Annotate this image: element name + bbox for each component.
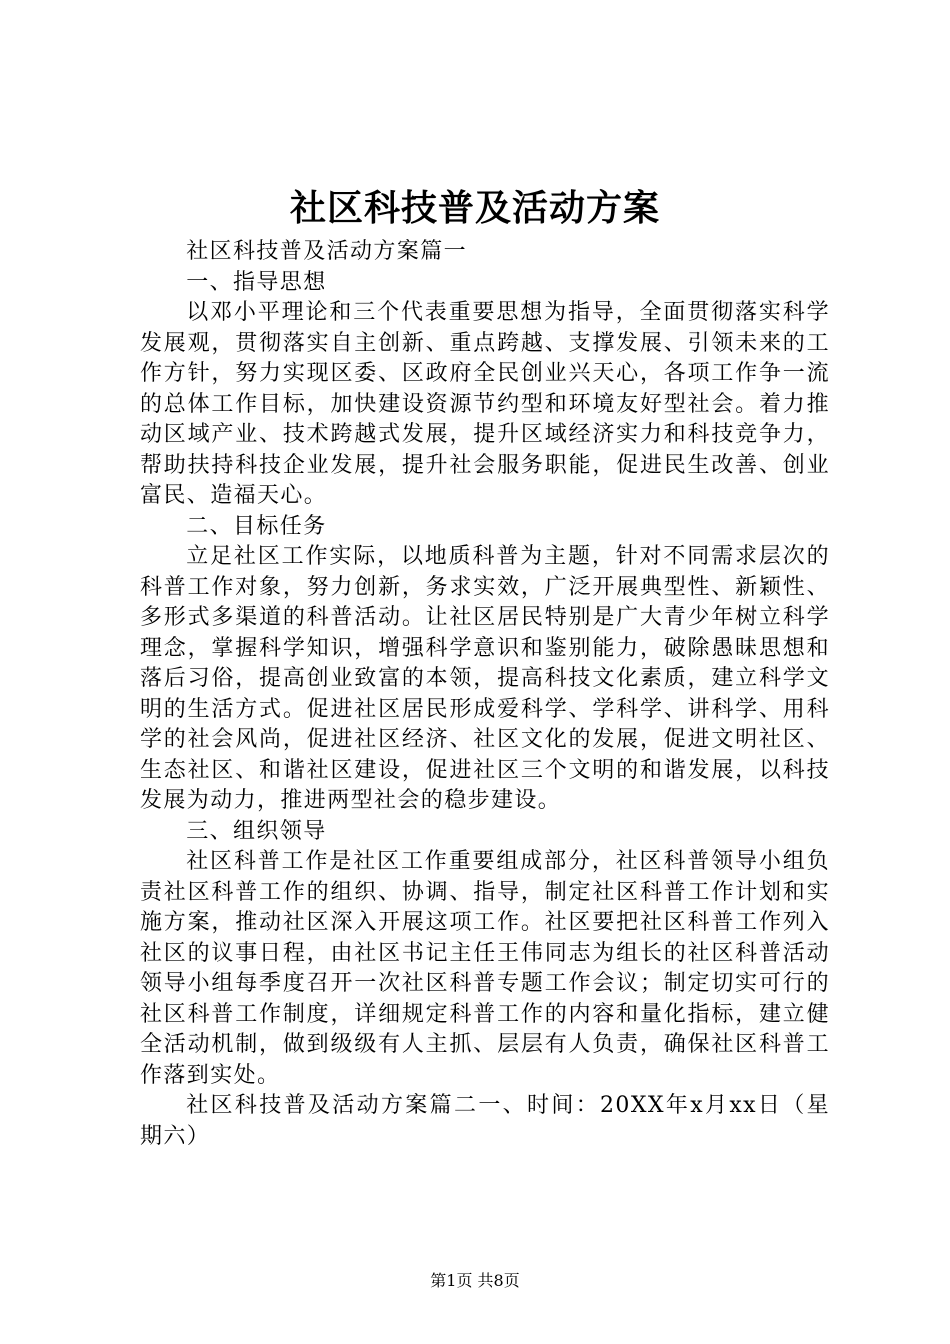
paragraph-subtitle-part-one: 社区科技普及活动方案篇一 [186,239,467,264]
page-footer: 第1页 共8页 [430,1271,520,1290]
document-title: 社区科技普及活动方案 [289,187,660,229]
section-heading-goals-tasks: 二、目标任务 [186,513,327,539]
paragraph-organization-leadership: 社区科普工作是社区工作重要组成部分，社区科普领导小组负责社区科普工作的组织、协调、指导，制定社区科普工作计划和实施方案，推动社区深入开展这项工作。社区要把社区科普工作列入社区的议事日程，由社区书记主任王伟同志为组长的社区科普活动领导小组每季度召开一次社区科普专题工作会议；制定切实可行的社区科普工作制度，详细规定科普工作的内容和量化指标，建立健全活动机制，做到级级有人主抓、层层有人负责，确保社区科普工作落到实处。 [140,849,830,1088]
section-heading-organization-leadership: 三、组织领导 [186,818,327,844]
paragraph-goals-tasks: 立足社区工作实际，以地质科普为主题，针对不同需求层次的科普工作对象，努力创新，务求实效，广泛开展典型性、新颖性、多形式多渠道的科普活动。让社区居民特别是广大青少年树立科学理念，掌握科学知识，增强科学意识和鉴别能力，破除愚昧思想和落后习俗，提高创业致富的本领，提高科技文化素质，建立科学文明的生活方式。促进社区居民形成爱科学、学科学、讲科学、用科学的社会风尚，促进社区经济、社区文化的发展，促进文明社区、生态社区、和谐社区建设，促进社区三个文明的和谐发展，以科技发展为动力，推进两型社会的稳步建设。 [140,544,830,813]
section-heading-guiding-ideology: 一、指导思想 [186,269,327,295]
paragraph-guiding-ideology: 以邓小平理论和三个代表重要思想为指导，全面贯彻落实科学发展观，贯彻落实自主创新、重点跨越、支撑发展、引领未来的工作方针，努力实现区委、区政府全民创业兴天心，各项工作争一流的总体工作目标，加快建设资源节约型和环境友好型社会。着力推动区域产业、技术跨越式发展，提升区域经济实力和科技竞争力，帮助扶持科技企业发展，提升社会服务职能，促进民生改善、创业富民、造福天心。 [140,300,830,508]
paragraph-part-two-time: 社区科技普及活动方案篇二一、时间：20XX年x月xx日（星期六） [140,1093,830,1149]
document-body [140,237,830,1152]
